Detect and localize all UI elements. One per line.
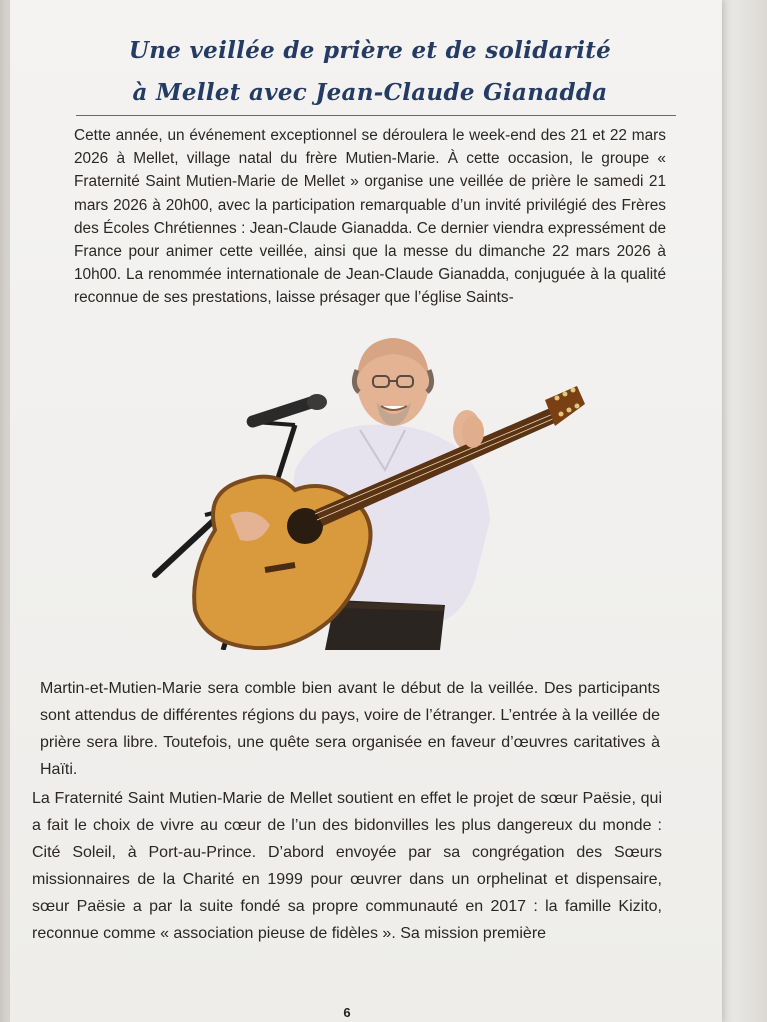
musician-photo [145,330,585,650]
portrait-face [354,338,431,426]
title-line-1: Une veillée de prière et de solidarité [128,37,612,64]
paragraph-solidarity: La Fraternité Saint Mutien-Marie de Mellet soutient en effet le projet de sœur Paësie, qui a fait le choix de vivre au cœur de l’un des bidonvilles les plus dangereux du monde : Cité Soleil, à Port-au-Prince. D’abord envoyée par sa congrégation des Sœurs missionnaires de la Charité en 1999 pour œuvrer dans un orphelinat et dispensaire, sœur Paësie a par la suite fondé sa propre communauté en 2017 : la famille Kizito, reconnue comme « association pieuse de fidèles ». Sa mission première [32,790,662,942]
article-title [70,30,670,114]
paragraph-continuation: Martin-et-Mutien-Marie sera comble bien avant le début de la veillée. Des participants sont attendus de différentes régions du pays, voire de l’étranger. L’entrée à la veillée de prière sera libre. Toutefois, une quête sera organisée en faveur d’œuvres caritatives à Haïti. [40,680,660,778]
paragraph-intro: Cette année, un événement exceptionnel se déroulera le week-end des 21 et 22 mars 2026 à Mellet, village natal du frère Mutien-Marie. À cette occasion, le groupe « Fraternité Saint Mutien-Marie de Mellet » organise une veillée de prière le samedi 21 mars 2026 à 20h00, avec la participation remarquable d’un invité privilégié des Frères des Écoles Chrétiennes : Jean-Claude Gianadda. Ce dernier viendra expressément de France pour animer cette veillée, ainsi que la messe du dimanche 22 mars 2026 à 10h00. La renommée internationale de Jean-Claude Gianadda, conjuguée à la qualité reconnue de ses prestations, laisse présager que l’église Saints- [74,127,666,307]
title-line-2: à Mellet avec Jean-Claude Gianadda [132,79,608,106]
page-number: 6 [343,1005,351,1020]
magazine-page [10,0,722,1022]
title-divider [76,115,676,116]
